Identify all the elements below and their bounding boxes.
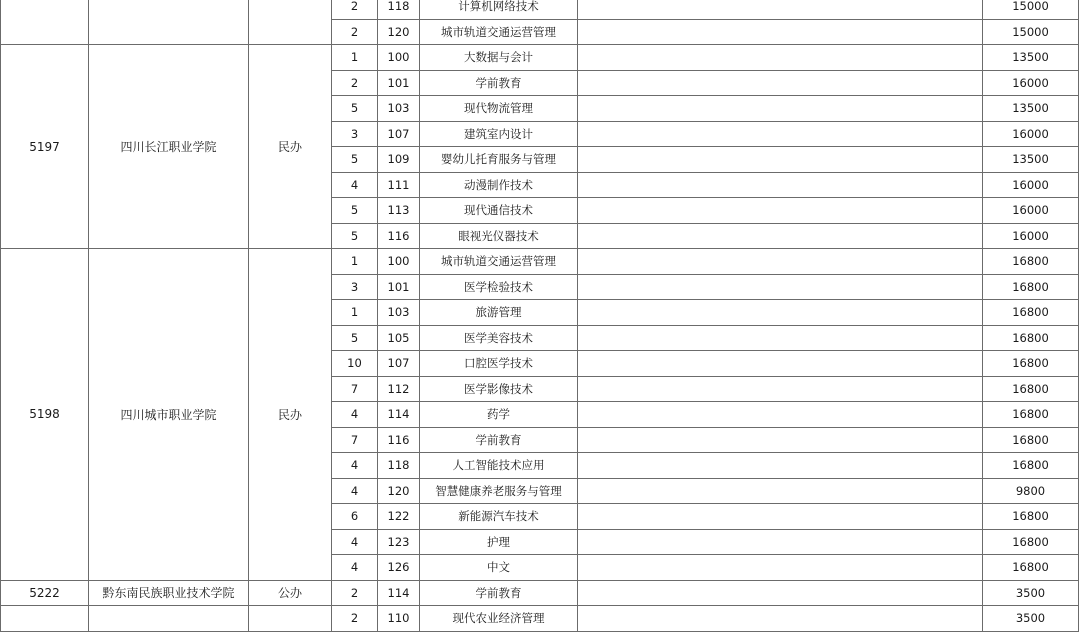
plan-count-cell: 4 xyxy=(332,478,378,504)
note-cell xyxy=(578,478,983,504)
school-code-cell xyxy=(1,606,89,632)
tuition-cell: 15000 xyxy=(983,0,1079,19)
major-code-cell: 103 xyxy=(378,96,420,122)
plan-count-cell: 1 xyxy=(332,300,378,326)
school-code-cell xyxy=(1,0,89,45)
tuition-cell: 3500 xyxy=(983,580,1079,606)
tuition-cell: 16800 xyxy=(983,351,1079,377)
major-name-cell: 城市轨道交通运营管理 xyxy=(420,19,578,45)
note-cell xyxy=(578,376,983,402)
tuition-cell: 16000 xyxy=(983,198,1079,224)
school-type-cell xyxy=(249,606,332,632)
plan-count-cell: 1 xyxy=(332,45,378,71)
plan-count-cell: 2 xyxy=(332,606,378,632)
major-name-cell: 大数据与会计 xyxy=(420,45,578,71)
major-name-cell: 动漫制作技术 xyxy=(420,172,578,198)
tuition-cell: 13500 xyxy=(983,96,1079,122)
note-cell xyxy=(578,96,983,122)
major-code-cell: 116 xyxy=(378,223,420,249)
tuition-cell: 16800 xyxy=(983,529,1079,555)
school-name-cell: 四川长江职业学院 xyxy=(89,45,249,249)
major-name-cell: 新能源汽车技术 xyxy=(420,504,578,530)
plan-count-cell: 2 xyxy=(332,70,378,96)
note-cell xyxy=(578,274,983,300)
note-cell xyxy=(578,351,983,377)
major-name-cell: 学前教育 xyxy=(420,70,578,96)
major-name-cell: 计算机网络技术 xyxy=(420,0,578,19)
note-cell xyxy=(578,249,983,275)
major-code-cell: 109 xyxy=(378,147,420,173)
tuition-cell: 16800 xyxy=(983,325,1079,351)
major-name-cell: 眼视光仪器技术 xyxy=(420,223,578,249)
table-row xyxy=(1,249,1079,275)
tuition-cell: 16800 xyxy=(983,300,1079,326)
table-row xyxy=(1,580,1079,606)
tuition-cell: 16800 xyxy=(983,274,1079,300)
major-code-cell: 120 xyxy=(378,478,420,504)
plan-count-cell: 4 xyxy=(332,172,378,198)
plan-count-cell: 7 xyxy=(332,376,378,402)
major-name-cell: 中文 xyxy=(420,555,578,581)
major-name-cell: 医学影像技术 xyxy=(420,376,578,402)
note-cell xyxy=(578,402,983,428)
table-row xyxy=(1,45,1079,71)
major-code-cell: 113 xyxy=(378,198,420,224)
major-name-cell: 婴幼儿托育服务与管理 xyxy=(420,147,578,173)
school-type-cell: 民办 xyxy=(249,249,332,581)
major-code-cell: 101 xyxy=(378,70,420,96)
school-name-cell: 四川城市职业学院 xyxy=(89,249,249,581)
note-cell xyxy=(578,504,983,530)
school-name-cell: 黔东南民族职业技术学院 xyxy=(89,580,249,606)
major-code-cell: 116 xyxy=(378,427,420,453)
tuition-cell: 9800 xyxy=(983,478,1079,504)
major-name-cell: 医学美容技术 xyxy=(420,325,578,351)
major-name-cell: 现代通信技术 xyxy=(420,198,578,224)
major-name-cell: 建筑室内设计 xyxy=(420,121,578,147)
major-code-cell: 110 xyxy=(378,606,420,632)
school-name-cell xyxy=(89,606,249,632)
major-code-cell: 123 xyxy=(378,529,420,555)
plan-count-cell: 1 xyxy=(332,249,378,275)
plan-count-cell: 5 xyxy=(332,223,378,249)
tuition-cell: 16000 xyxy=(983,172,1079,198)
major-code-cell: 126 xyxy=(378,555,420,581)
major-code-cell: 118 xyxy=(378,453,420,479)
school-type-cell xyxy=(249,0,332,45)
school-code-cell: 5197 xyxy=(1,45,89,249)
note-cell xyxy=(578,555,983,581)
note-cell xyxy=(578,19,983,45)
tuition-cell: 16800 xyxy=(983,402,1079,428)
major-name-cell: 学前教育 xyxy=(420,580,578,606)
plan-count-cell: 2 xyxy=(332,0,378,19)
note-cell xyxy=(578,453,983,479)
tuition-cell: 16800 xyxy=(983,376,1079,402)
major-name-cell: 旅游管理 xyxy=(420,300,578,326)
major-name-cell: 城市轨道交通运营管理 xyxy=(420,249,578,275)
note-cell xyxy=(578,300,983,326)
major-code-cell: 111 xyxy=(378,172,420,198)
note-cell xyxy=(578,223,983,249)
plan-count-cell: 5 xyxy=(332,198,378,224)
note-cell xyxy=(578,0,983,19)
major-code-cell: 120 xyxy=(378,19,420,45)
note-cell xyxy=(578,121,983,147)
plan-count-cell: 5 xyxy=(332,325,378,351)
plan-count-cell: 2 xyxy=(332,580,378,606)
school-code-cell: 5222 xyxy=(1,580,89,606)
major-code-cell: 107 xyxy=(378,121,420,147)
note-cell xyxy=(578,606,983,632)
major-code-cell: 105 xyxy=(378,325,420,351)
plan-count-cell: 4 xyxy=(332,529,378,555)
major-name-cell: 学前教育 xyxy=(420,427,578,453)
major-name-cell: 医学检验技术 xyxy=(420,274,578,300)
note-cell xyxy=(578,172,983,198)
major-name-cell: 现代农业经济管理 xyxy=(420,606,578,632)
major-name-cell: 智慧健康养老服务与管理 xyxy=(420,478,578,504)
note-cell xyxy=(578,198,983,224)
major-code-cell: 100 xyxy=(378,45,420,71)
tuition-cell: 15000 xyxy=(983,19,1079,45)
tuition-cell: 16000 xyxy=(983,223,1079,249)
plan-count-cell: 5 xyxy=(332,96,378,122)
major-code-cell: 112 xyxy=(378,376,420,402)
major-code-cell: 118 xyxy=(378,0,420,19)
tuition-cell: 13500 xyxy=(983,147,1079,173)
plan-count-cell: 10 xyxy=(332,351,378,377)
tuition-cell: 16000 xyxy=(983,70,1079,96)
major-code-cell: 100 xyxy=(378,249,420,275)
note-cell xyxy=(578,580,983,606)
table-row xyxy=(1,0,1079,19)
plan-count-cell: 4 xyxy=(332,453,378,479)
plan-count-cell: 5 xyxy=(332,147,378,173)
tuition-cell: 16800 xyxy=(983,453,1079,479)
plan-count-cell: 4 xyxy=(332,402,378,428)
major-code-cell: 114 xyxy=(378,402,420,428)
school-type-cell: 公办 xyxy=(249,580,332,606)
note-cell xyxy=(578,427,983,453)
major-name-cell: 现代物流管理 xyxy=(420,96,578,122)
plan-count-cell: 3 xyxy=(332,274,378,300)
note-cell xyxy=(578,325,983,351)
note-cell xyxy=(578,45,983,71)
major-code-cell: 101 xyxy=(378,274,420,300)
tuition-cell: 13500 xyxy=(983,45,1079,71)
major-name-cell: 药学 xyxy=(420,402,578,428)
tuition-cell: 16800 xyxy=(983,427,1079,453)
plan-count-cell: 3 xyxy=(332,121,378,147)
school-type-cell: 民办 xyxy=(249,45,332,249)
tuition-cell: 16800 xyxy=(983,555,1079,581)
major-name-cell: 护理 xyxy=(420,529,578,555)
tuition-cell: 16800 xyxy=(983,504,1079,530)
major-code-cell: 114 xyxy=(378,580,420,606)
school-code-cell: 5198 xyxy=(1,249,89,581)
plan-count-cell: 2 xyxy=(332,19,378,45)
tuition-cell: 16800 xyxy=(983,249,1079,275)
major-code-cell: 107 xyxy=(378,351,420,377)
tuition-cell: 3500 xyxy=(983,606,1079,632)
tuition-cell: 16000 xyxy=(983,121,1079,147)
note-cell xyxy=(578,529,983,555)
major-code-cell: 103 xyxy=(378,300,420,326)
major-name-cell: 人工智能技术应用 xyxy=(420,453,578,479)
note-cell xyxy=(578,147,983,173)
table-body xyxy=(1,0,1079,631)
note-cell xyxy=(578,70,983,96)
major-code-cell: 122 xyxy=(378,504,420,530)
table-row xyxy=(1,606,1079,632)
plan-count-cell: 4 xyxy=(332,555,378,581)
major-name-cell: 口腔医学技术 xyxy=(420,351,578,377)
plan-count-cell: 7 xyxy=(332,427,378,453)
school-name-cell xyxy=(89,0,249,45)
plan-count-cell: 6 xyxy=(332,504,378,530)
